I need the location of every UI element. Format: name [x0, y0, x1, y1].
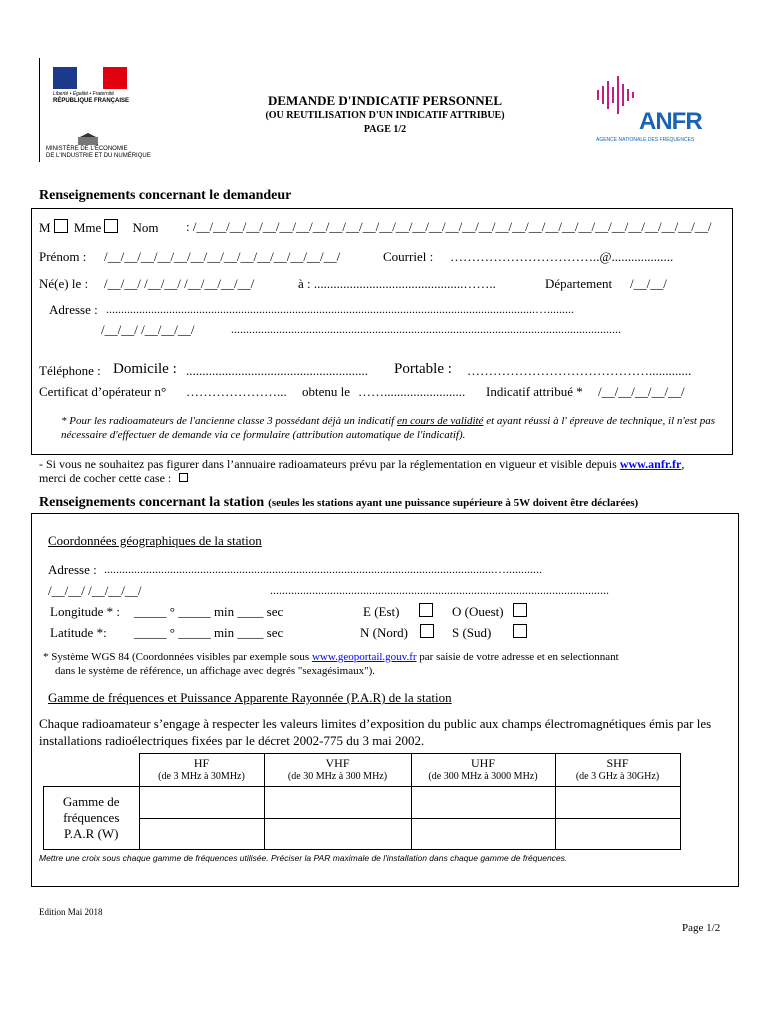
table-corner — [44, 754, 140, 787]
page-title: DEMANDE D'INDICATIF PERSONNEL — [267, 93, 503, 108]
portable-field[interactable]: ……………………………………............. — [467, 363, 692, 378]
uhf-par-cell[interactable] — [411, 819, 555, 850]
longitude-field[interactable]: _____ ° _____ min ____ sec — [134, 604, 284, 619]
wgs-note-line2: dans le système de référence, un affichage avec degrés "sexagésimaux"). — [55, 665, 375, 677]
geoportail-link[interactable]: www.geoportail.gouv.fr — [311, 651, 417, 663]
engagement-text: Chaque radioamateur s’engage à respecter les valeurs limites d’exposition du public aux champs électromagnétiques émis par les installations radioélectriques fixées par le décret 2002-775 du 3 mai 2002. — [39, 716, 712, 748]
est-checkbox[interactable] — [419, 603, 433, 617]
annuaire-text1: - Si vous ne souhaitez pas figurer dans l’annuaire radioamateurs prévu par la réglementation en vigueur et visible depuis — [39, 457, 620, 471]
certificat-field[interactable]: …………………... — [186, 384, 287, 399]
annuaire-checkbox-row — [39, 471, 191, 486]
sud-checkbox[interactable] — [513, 624, 527, 638]
row-labels-cell — [44, 787, 140, 850]
hf-gamme-cell[interactable] — [139, 787, 264, 819]
gov-name: RÉPUBLIQUE FRANÇAISE — [53, 98, 130, 104]
station-heading — [39, 493, 638, 511]
vhf-range: (de 30 MHz à 300 MHz) — [287, 771, 388, 782]
civilite-row — [39, 219, 159, 236]
domicile-label: Domicile : — [113, 361, 177, 377]
wgs-part1: * Système WGS 84 (Coordonnées visibles par exemple sous — [43, 651, 312, 663]
gamme-heading: Gamme de fréquences et Puissance Apparente Rayonnée (P.A.R) de la station — [48, 690, 452, 705]
vhf-par-cell[interactable] — [264, 819, 411, 850]
uhf-header — [411, 754, 555, 787]
domicile-field[interactable]: ........................................................ — [186, 363, 368, 378]
departement-field[interactable]: /__/__/ — [630, 276, 667, 291]
station-adresse-line1[interactable]: ..................................................................................................................................…............ — [104, 562, 542, 576]
wgs-note — [43, 651, 619, 663]
adresse-label: Adresse : — [49, 302, 98, 317]
station-heading-note: (seules les stations ayant une puissance supérieure à 5W doivent être déclarées) — [268, 497, 639, 509]
annuaire-text2: , — [681, 457, 685, 471]
nord-checkbox[interactable] — [420, 624, 434, 638]
annuaire-text — [39, 457, 684, 472]
station-adresse-label: Adresse : — [48, 562, 97, 577]
shf-gamme-cell[interactable] — [555, 787, 680, 819]
coord-heading: Coordonnées géographiques de la station — [48, 533, 262, 548]
portable-label: Portable : — [394, 361, 452, 377]
mme-label: Mme — [73, 220, 102, 235]
shf-name: SHF — [606, 756, 629, 770]
gamme-row-label: Gamme de fréquences — [62, 794, 120, 825]
demandeur-heading: Renseignements concernant le demandeur — [39, 188, 292, 203]
wgs-part2: par saisie de votre adresse et en selectionnant — [416, 651, 619, 663]
ouest-checkbox[interactable] — [513, 603, 527, 617]
mme-checkbox[interactable] — [104, 219, 118, 233]
ministry-line1: MINISTÈRE DE L'ÉCONOMIE — [46, 146, 128, 152]
anfr-logo: ANFR — [639, 108, 702, 135]
vhf-name: VHF — [325, 756, 350, 770]
frequency-table — [43, 753, 681, 850]
latitude-label: Latitude *: — [50, 625, 107, 640]
indicatif-field[interactable]: /__/__/__/__/__/ — [598, 384, 685, 399]
gov-motto: Liberté • Égalité • Fraternité — [53, 91, 115, 97]
code-postal-field[interactable]: /__/__/ /__/__/__/ — [101, 322, 195, 337]
sud-label: S (Sud) — [452, 625, 492, 640]
courriel-field[interactable]: ……………………………..@................... — [450, 249, 674, 264]
nom-field[interactable]: : /__/__/__/__/__/__/__/__/__/__/__/__/__/__/__/__/__/__/__/__/__/__/__/__/__/__/__/__/__/__/__/ — [186, 219, 712, 234]
nom-label: Nom — [132, 220, 159, 235]
m-label: M — [39, 220, 51, 235]
ouest-label: O (Ouest) — [452, 604, 504, 619]
hf-par-cell[interactable] — [139, 819, 264, 850]
naissance-label: Né(e) le : — [39, 276, 89, 291]
annuaire-checkbox[interactable] — [179, 473, 188, 482]
anfr-link[interactable]: www.anfr.fr — [619, 457, 682, 471]
station-code-postal-field[interactable]: /__/__/ /__/__/__/ — [48, 583, 142, 598]
obtenu-field[interactable]: ……......................... — [358, 384, 466, 399]
anfr-waves-icon — [596, 76, 638, 119]
shf-range: (de 3 GHz à 30GHz) — [575, 771, 660, 782]
page-number-footer: Page 1/2 — [682, 922, 721, 934]
hf-name: HF — [193, 756, 210, 770]
marianne-flag-logo — [53, 67, 127, 89]
indicatif-label: Indicatif attribué * — [486, 384, 583, 399]
nord-label: N (Nord) — [360, 625, 409, 640]
prenom-label: Prénom : — [39, 249, 87, 264]
certificat-label: Certificat d’opérateur n° — [39, 384, 167, 399]
uhf-name: UHF — [470, 756, 495, 770]
shf-par-cell[interactable] — [555, 819, 680, 850]
ministry-line2: DE L'INDUSTRIE ET DU NUMÉRIQUE — [46, 153, 151, 159]
adresse-line2[interactable]: .................................................................................................................................. — [231, 322, 621, 336]
uhf-gamme-cell[interactable] — [411, 787, 555, 819]
note-link: en cours de validité — [396, 415, 484, 427]
vhf-header — [264, 754, 411, 787]
est-label: E (Est) — [363, 604, 400, 619]
lieu-naissance-field[interactable]: à : ..............................................…….. — [298, 276, 496, 291]
shf-header — [555, 754, 680, 787]
note-part1: * Pour les radioamateurs de l'ancienne classe 3 possédant déjà un indicatif — [61, 415, 397, 427]
departement-label: Département — [545, 276, 613, 291]
adresse-line1[interactable]: ...............................................................................................................................................…......... — [106, 302, 574, 316]
note-part2: et ayant réussi à l' épreuve de technique, il n'est pas nécessaire d'effectuer de demande via ce formulaire (attribution automatique de l'indicatif). — [61, 415, 716, 441]
vhf-gamme-cell[interactable] — [264, 787, 411, 819]
station-heading-title: Renseignements concernant la station — [39, 495, 265, 510]
prenom-field[interactable]: /__/__/__/__/__/__/__/__/__/__/__/__/__/__/ — [104, 249, 341, 264]
uhf-range: (de 300 MHz à 3000 MHz) — [428, 771, 538, 782]
table-note: Mettre une croix sous chaque gamme de fréquences utilisée. Préciser la PAR maximale de l'installation dans chaque gamme de fréquences. — [39, 853, 568, 863]
longitude-label: Longitude * : — [50, 604, 121, 619]
page-subtitle: (OU REUTILISATION D'UN INDICATIF ATTRIBUE) — [265, 110, 505, 121]
hf-header — [139, 754, 264, 787]
courriel-label: Courriel : — [383, 249, 434, 264]
par-row-label: P.A.R (W) — [63, 826, 119, 841]
station-adresse-line2[interactable]: ................................................................................................................. — [270, 583, 609, 597]
annuaire-text3: merci de cocher cette case : — [39, 471, 172, 485]
telephone-label: Téléphone : — [39, 363, 101, 378]
m-checkbox[interactable] — [54, 219, 68, 233]
page-number-header: PAGE 1/2 — [363, 124, 407, 135]
indicatif-note — [61, 414, 729, 442]
edition-label: Edition Mai 2018 — [39, 907, 103, 917]
latitude-field[interactable]: _____ ° _____ min ____ sec — [134, 625, 284, 640]
obtenu-label: obtenu le — [302, 384, 351, 399]
anfr-tagline: AGENCE NATIONALE DES FRÉQUENCES — [596, 137, 695, 143]
hf-range: (de 3 MHz à 30MHz) — [158, 771, 245, 782]
naissance-field[interactable]: /__/__/ /__/__/ /__/__/__/__/ — [104, 276, 255, 291]
